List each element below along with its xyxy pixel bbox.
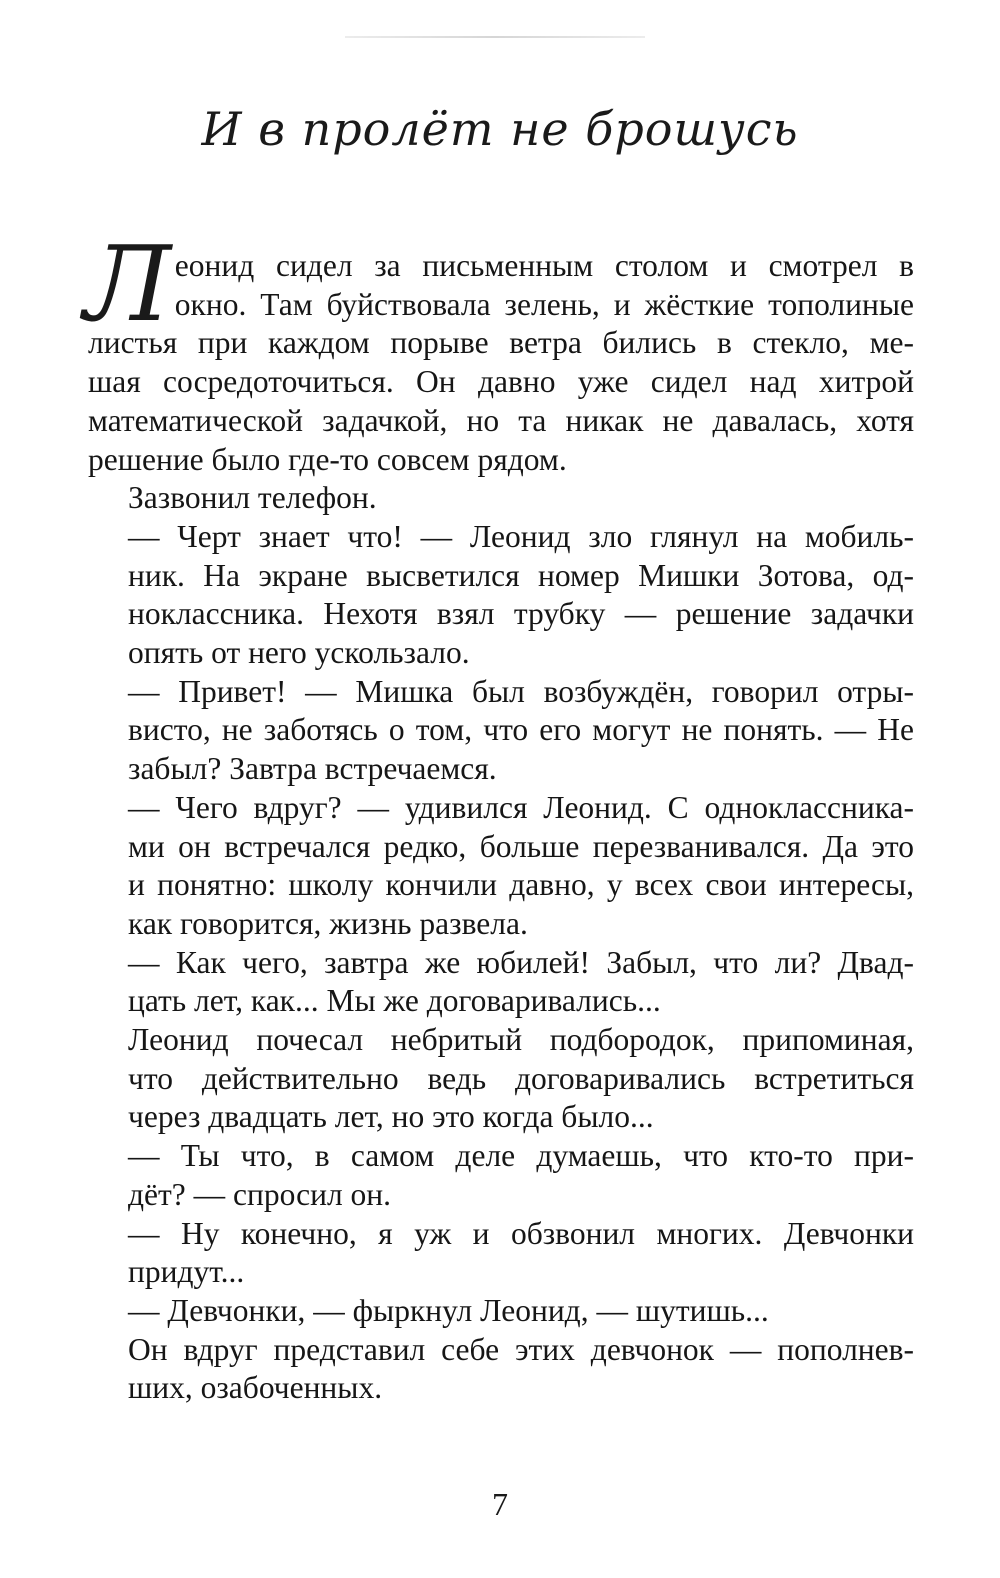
text-line: — Привет! — Мишка был возбуждён, говорил отры-	[128, 673, 914, 709]
paragraph	[84, 223, 914, 479]
paragraph	[88, 944, 914, 1021]
paragraph	[88, 1137, 914, 1214]
paragraph	[88, 1331, 914, 1408]
chapter-title: И в пролёт не брошусь	[201, 102, 799, 156]
text-line: шая сосредоточиться. Он давно уже сидел над хитрой	[88, 364, 914, 400]
text-line: Леонид почесал небритый подбородок, припоминая,	[128, 1022, 914, 1058]
text-line: через двадцать лет, но это когда было...	[128, 1099, 654, 1135]
text-line: еонид сидел за письменным столом и смотрел в	[174, 248, 914, 283]
text-line: — Чего вдруг? — удивился Леонид. С одноклассника-	[128, 789, 914, 825]
text-line: опять от него ускользало.	[128, 635, 470, 671]
text-line: Зазвонил телефон.	[128, 480, 377, 516]
text-line: придут...	[128, 1254, 245, 1290]
page-number: 7	[492, 1486, 508, 1522]
paragraph	[88, 1292, 914, 1331]
text-line: — Ты что, в самом деле думаешь, что кто-то при-	[128, 1138, 914, 1174]
text-line: — Черт знает что! — Леонид зло глянул на мобиль-	[128, 518, 914, 554]
text-line: Он вдруг представил себе этих девчонок — пополнев-	[128, 1331, 914, 1367]
text-line: — Девчонки, — фыркнул Леонид, — шутишь...	[128, 1292, 769, 1328]
text-line: — Ну конечно, я уж и обзвонил многих. Девчонки	[128, 1215, 914, 1251]
text-line: ноклассника. Нехотя взял трубку — решение задачки	[128, 596, 914, 632]
top-rule	[345, 36, 645, 38]
text-line: висто, не заботясь о том, что его могут не понять. — Не	[128, 712, 914, 748]
text-line: как говорится, жизнь развела.	[128, 905, 528, 941]
text-line: дёт? — спросил он.	[128, 1176, 392, 1212]
chapter-body	[84, 223, 914, 1408]
text-line: что действительно ведь договаривались встретиться	[128, 1060, 914, 1096]
paragraph	[88, 1021, 914, 1137]
text-line: ник. На экране высветился номер Мишки Зотова, од-	[128, 557, 914, 593]
text-line: ми он встречался редко, больше перезванивался. Да это	[128, 828, 914, 864]
text-line: цать лет, как... Мы же договаривались...	[128, 983, 661, 1019]
text-line: и понятно: школу кончили давно, у всех свои интересы,	[128, 867, 914, 903]
paragraph	[88, 789, 914, 944]
text-line: математической задачкой, но та никак не давалась, хотя	[88, 402, 914, 438]
text-line: ших, озабоченных.	[128, 1370, 383, 1406]
paragraph	[88, 1215, 914, 1292]
text-line: листья при каждом порыве ветра бились в стекло, ме-	[88, 325, 914, 361]
text-line: решение было где-то совсем рядом.	[88, 441, 567, 477]
text-line: — Как чего, завтра же юбилей! Забыл, что ли? Двад-	[128, 944, 914, 980]
paragraph	[88, 673, 914, 789]
paragraph	[88, 479, 914, 518]
text-line: окно. Там буйствовала зелень, и жёсткие тополиные	[174, 286, 914, 322]
drop-cap: Л	[84, 223, 171, 345]
text-line: забыл? Завтра встречаемся.	[128, 751, 497, 787]
paragraph	[88, 518, 914, 673]
